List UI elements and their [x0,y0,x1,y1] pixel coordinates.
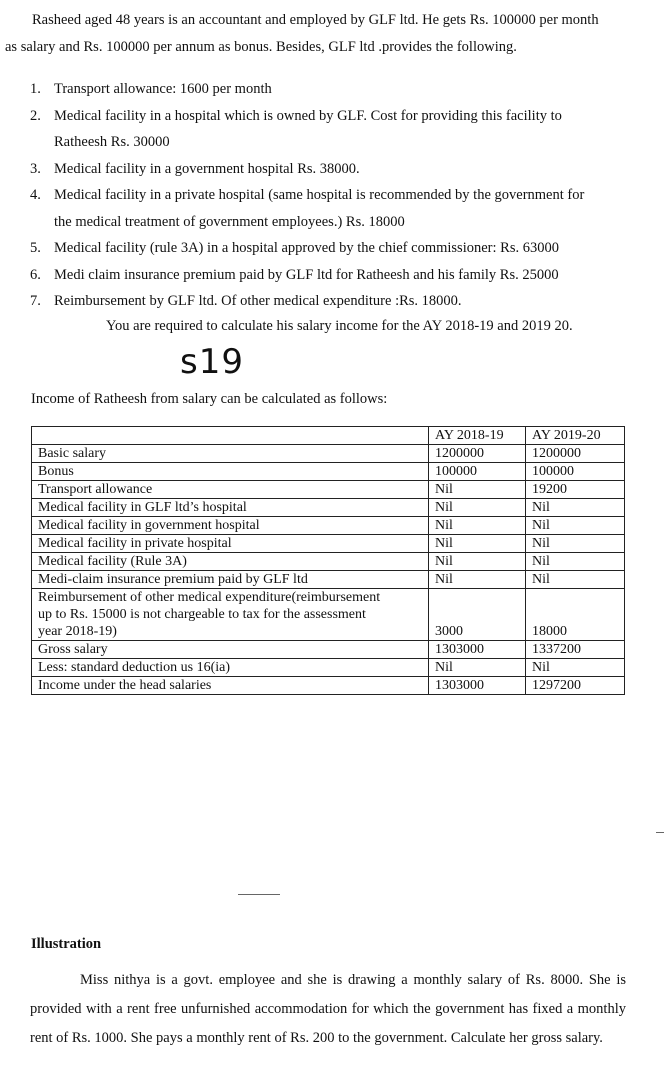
row-value-2018-19: Nil [429,659,526,677]
row-label: Basic salary [32,445,429,463]
row-label: Gross salary [32,641,429,659]
row-value-2018-19: 1303000 [429,677,526,695]
row-label: Transport allowance [32,481,429,499]
row-value-2018-19: Nil [429,571,526,589]
row-label: Income under the head salaries [32,677,429,695]
illustration-line: Miss nithya is a govt. employee and she is drawing a monthly salary of Rs. 8000. She is [80,972,626,988]
empty-cell [429,589,526,607]
row-value-2018-19: Nil [429,553,526,571]
list-item [30,288,640,315]
row-value-2019-20: 18000 [526,623,625,641]
illustration-paragraph [30,966,626,1053]
illustration-line: provided with a rent free unfurnished accommodation for which the government has fixed a [30,1001,574,1017]
row-value-2019-20: 19200 [526,481,625,499]
salary-table [31,426,625,695]
row-label: Medi-claim insurance premium paid by GLF ltd [32,571,429,589]
list-item [30,156,640,183]
table-row [32,463,625,481]
row-value-2019-20: 100000 [526,463,625,481]
reimb-label-line-1: Reimbursement of other medical expenditure(reimbursement [32,589,429,607]
list-text: Transport allowance: 1600 per month [54,81,272,97]
table-row [32,445,625,463]
row-label: Medical facility in GLF ltd’s hospital [32,499,429,517]
table-row [32,481,625,499]
list-text: the medical treatment of government employees.) Rs. 18000 [54,213,405,230]
illustration-line: gross salary. [531,1030,603,1046]
reimb-label-line-2: up to Rs. 15000 is not chargeable to tax for the assessment [32,606,429,623]
handwritten-note: s19 [180,342,244,382]
list-text: Medical facility (rule 3A) in a hospital approved by the chief commissioner: Rs. 63000 [54,240,559,256]
table-row [32,535,625,553]
intro-line-2: as salary and Rs. 100000 per annum as bonus. Besides, GLF ltd .provides the following. [5,39,517,55]
reimb-label-line-3: year 2018-19) [32,623,429,641]
header-cell-ay-2019-20: AY 2019-20 [526,427,625,445]
row-value-2018-19: Nil [429,481,526,499]
row-label: Medical facility (Rule 3A) [32,553,429,571]
list-item [30,262,640,289]
table-row [32,553,625,571]
list-text: Medical facility in a private hospital (same hospital is recommended by the government for [54,187,585,203]
table-row [32,677,625,695]
list-item [30,76,640,103]
list-text: Medical facility in a hospital which is owned by GLF. Cost for providing this facility to [54,107,562,124]
list-item [30,235,640,262]
row-value-2019-20: 1337200 [526,641,625,659]
table-row [32,606,625,623]
row-value-2019-20: Nil [526,553,625,571]
row-value-2018-19: 3000 [429,623,526,641]
row-value-2019-20: Nil [526,535,625,553]
header-cell-label [32,427,429,445]
row-value-2019-20: Nil [526,571,625,589]
empty-cell [429,606,526,623]
list-text: Reimbursement by GLF ltd. Of other medical expenditure :Rs. 18000. [54,293,462,309]
list-number: 1. [30,81,41,97]
row-value-2018-19: 100000 [429,463,526,481]
table-row [32,659,625,677]
list-number: 2. [30,107,41,124]
table-intro: Income of Ratheesh from salary can be calculated as follows: [31,391,388,407]
scan-mark [238,894,280,895]
list-text: Medi claim insurance premium paid by GLF ltd for Ratheesh and his family Rs. 25000 [54,266,559,283]
illustration-heading: Illustration [31,936,102,952]
table-row [32,623,625,641]
row-value-2019-20: 1200000 [526,445,625,463]
row-value-2018-19: Nil [429,517,526,535]
row-value-2018-19: 1200000 [429,445,526,463]
empty-cell [526,606,625,623]
list-number: 3. [30,160,41,177]
list-text: Medical facility in a government hospital Rs. 38000. [54,160,360,177]
list-number: 6. [30,266,41,283]
list-number: 4. [30,187,41,203]
header-cell-ay-2018-19: AY 2018-19 [429,427,526,445]
row-value-2018-19: Nil [429,499,526,517]
list-item [30,103,640,156]
row-label: Bonus [32,463,429,481]
row-value-2018-19: Nil [429,535,526,553]
row-value-2019-20: Nil [526,499,625,517]
table-row [32,517,625,535]
list-number: 5. [30,240,41,256]
row-label: Medical facility in private hospital [32,535,429,553]
illustration-line: monthly rent of Rs. 1000. She pays a monthly rent of Rs. 200 to the government. Calculate her [30,1001,626,1046]
table-row [32,589,625,607]
intro-line-1: Rasheed aged 48 years is an accountant and employed by GLF ltd. He gets Rs. 100000 per month [32,12,599,28]
list-number: 7. [30,293,41,309]
table-row [32,499,625,517]
facility-list [30,76,640,315]
table-row [32,571,625,589]
row-label: Medical facility in government hospital [32,517,429,535]
row-value-2019-20: Nil [526,659,625,677]
list-text: Ratheesh Rs. 30000 [54,134,170,150]
row-label: Less: standard deduction us 16(ia) [32,659,429,677]
row-value-2019-20: Nil [526,517,625,535]
table-header-row [32,427,625,445]
scan-mark [656,832,664,833]
table-row [32,641,625,659]
list-item [30,182,640,235]
task-statement: You are required to calculate his salary income for the AY 2018-19 and 2019 20. [106,318,573,334]
empty-cell [526,589,625,607]
row-value-2019-20: 1297200 [526,677,625,695]
row-value-2018-19: 1303000 [429,641,526,659]
